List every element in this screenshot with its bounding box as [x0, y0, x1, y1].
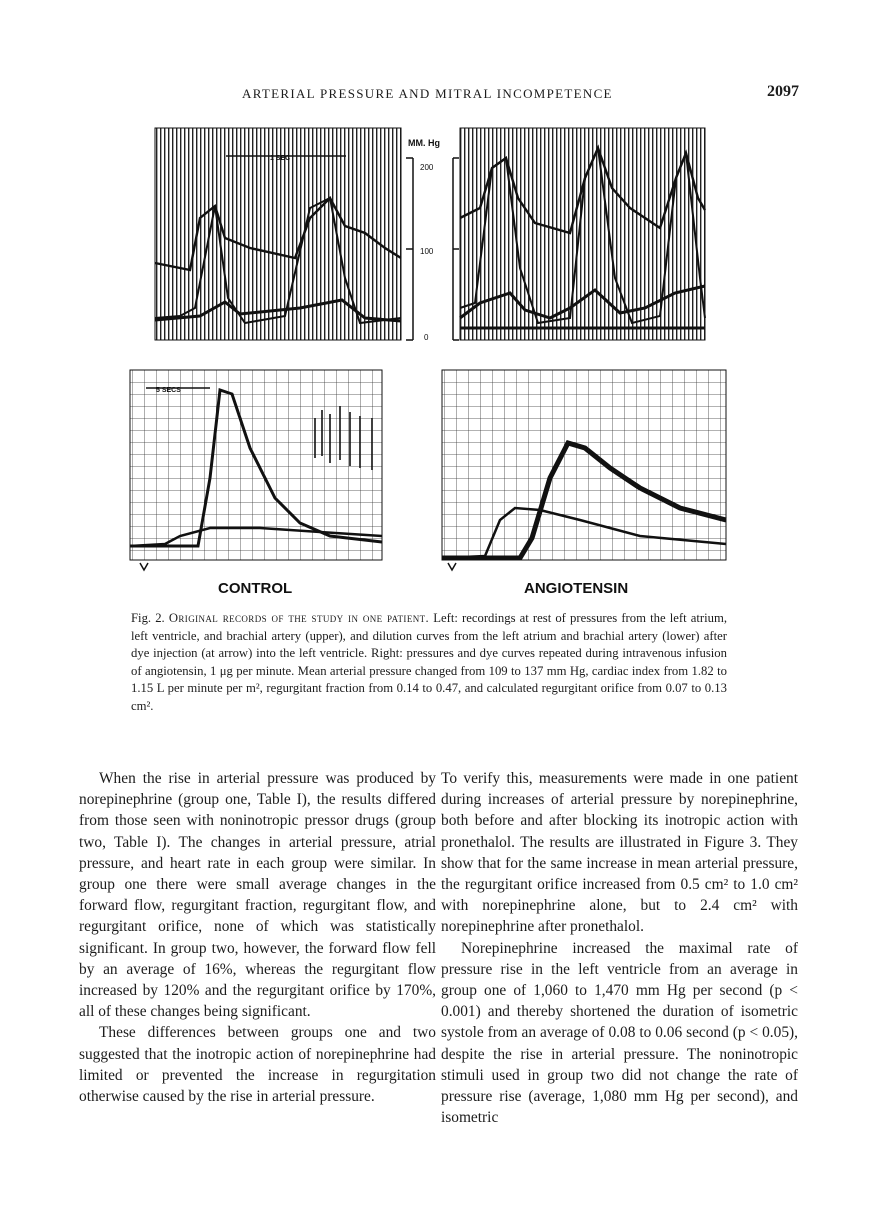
angiotensin-label: ANGIOTENSIN — [524, 580, 629, 597]
pressure-scale — [406, 138, 459, 342]
control-pressure-panel — [155, 128, 401, 340]
scale-tick-0: 0 — [424, 333, 429, 342]
scale-tick-100: 100 — [420, 247, 434, 256]
angiotensin-dye-panel — [442, 370, 726, 570]
figure-caption — [131, 610, 727, 715]
control-label: CONTROL — [218, 580, 293, 597]
body-paragraph: When the rise in arterial pressure was produced by norepinephrine (group one, Table I), the results differed from those seen with noninotropic pressor drugs (group two, Table I). The changes in arterial pressure, atrial pressure, and heart rate in each group were similar. In group one there were small average changes in the forward flow, regurgitant fraction, regurgitant flow, and regurgitant orifice, none of which was statistically significant. In group two, however, the forward flow fell by an average of 16%, whereas the regurgitant flow increased by 120% and the regurgitant orifice by 170%, all of these changes being significant. — [79, 770, 436, 1021]
caption-fig-title: Original records of the study in one patient. — [168, 611, 430, 625]
page-number: 2097 — [767, 83, 799, 100]
control-dye-panel — [130, 370, 382, 570]
running-title: ARTERIAL PRESSURE AND MITRAL INCOMPETENCE — [242, 86, 613, 101]
body-paragraph: These differences between groups one and two suggested that the inotropic action of norepinephrine had limited or prevented the increase in regurgitation otherwise caused by the rise in arterial pressure. — [79, 1024, 436, 1106]
scale-unit: MM. Hg — [408, 138, 440, 148]
body-paragraph: To verify this, measurements were made in one patient during increases of arterial pressure by norepinephrine, both before and after blocking its inotropic action with pronethalol. The results are illustrated in Figure 3. They show that for the same increase in mean arterial pressure, the regurgitant orifice increased from 0.5 cm² to 1.0 cm² with norepinephrine alone, but to 2.4 cm² with norepinephrine after pronethalol. — [441, 770, 798, 936]
body-column-right — [441, 768, 798, 1128]
time-marker-lower: 5 SECS — [156, 387, 181, 394]
figure-2 — [120, 118, 740, 588]
body-paragraph: Norepinephrine increased the maximal rate of pressure rise in the left ventricle from an average in group one of 1,060 to 1,470 mm Hg per second (p < 0.001) and thereby shortened the duration of isometric systole from an average of 0.08 to 0.06 second (p < 0.05), despite the rise in arterial pressure. The noninotropic stimuli used in group two did not change the rate of pressure rise (average, 1,080 mm Hg per second), and isometric — [441, 939, 798, 1127]
caption-fig-label: Fig. 2. — [131, 611, 165, 625]
body-column-left — [79, 768, 436, 1107]
time-marker-upper: 1 SEC — [270, 155, 291, 162]
angiotensin-pressure-panel — [460, 128, 705, 340]
caption-text: Left: recordings at rest of pressures from the left atrium, left ventricle, and brachial artery (upper), and dilution curves from the left atrium and brachial artery (lower) after dye injection (at arrow) into the left ventricle. Right: pressures and dye curves repeated during intravenous infusion of angiotensin, 1 μg per minute. Mean arterial pressure changed from 109 to 137 mm Hg, cardiac index from 1.82 to 1.15 L per minute per m², regurgitant fraction from 0.14 to 0.47, and calculated regurgitant orifice from 0.07 to 0.13 cm². — [131, 611, 728, 713]
scale-tick-200: 200 — [420, 163, 434, 172]
